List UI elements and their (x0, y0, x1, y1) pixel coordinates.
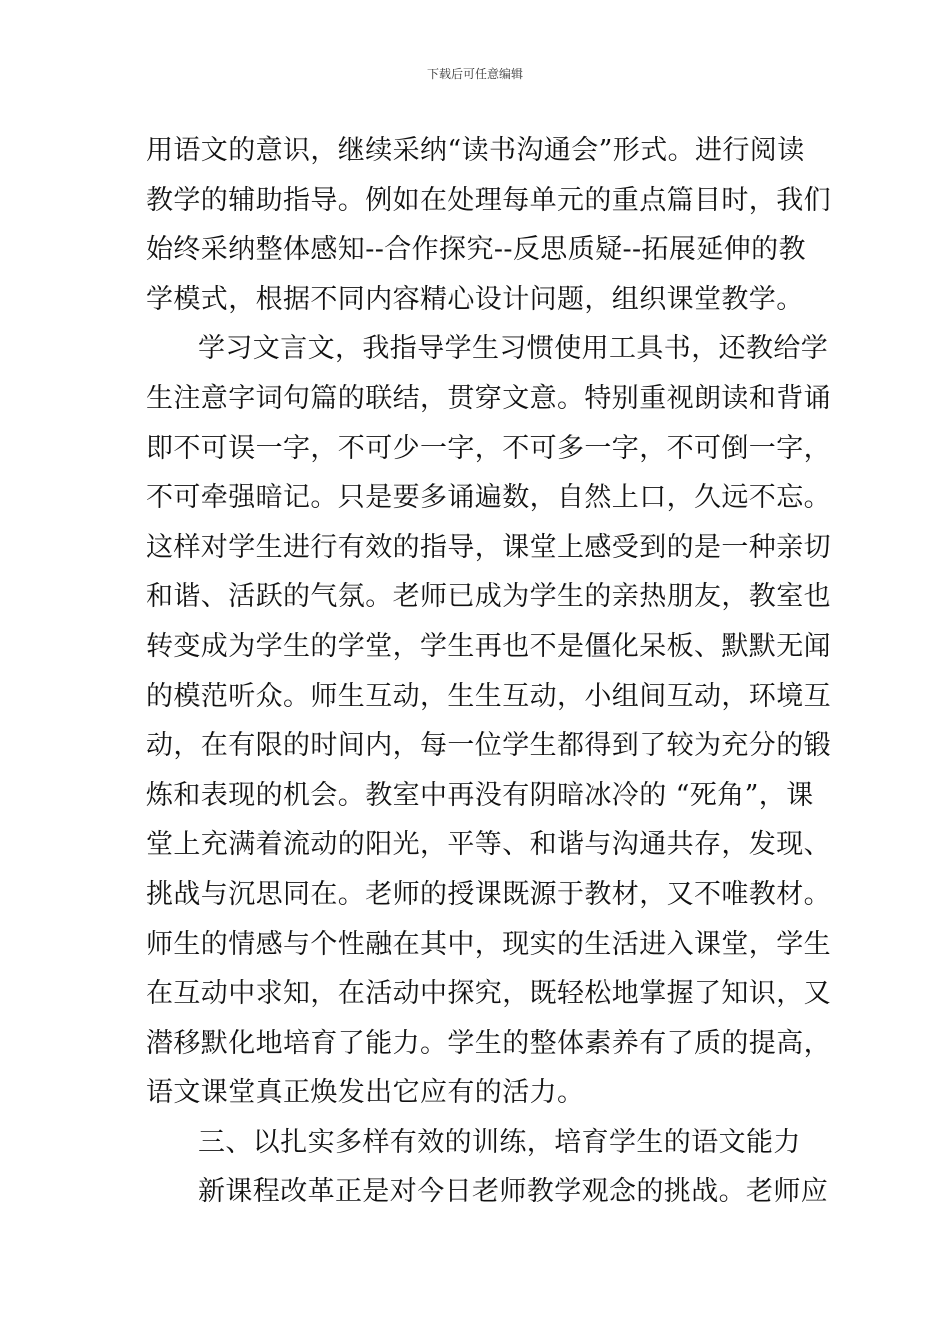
text-line: 转变成为学生的学堂，学生再也不是僵化呆板、默默无闻 (146, 630, 831, 662)
text-line: 学模式，根据不同内容精心设计问题，组织课堂教学。 (146, 283, 804, 315)
text-line: 师生的情感与个性融在其中，现实的生活进入课堂，学生 (146, 928, 831, 960)
text-line: 这样对学生进行有效的指导，课堂上感受到的是一种亲切 (146, 531, 831, 563)
document-body (146, 126, 831, 1217)
text-line: 的模范听众。师生互动，生生互动，小组间互动，环境互 (146, 680, 831, 712)
text-line: 炼和表现的机会。教室中再没有阴暗冰冷的 “死角”，课 (146, 779, 814, 811)
paragraph-start-line: 新课程改革正是对今日老师教学观念的挑战。老师应 (198, 1176, 829, 1208)
text-line: 挑战与沉思同在。老师的授课既源于教材，又不唯教材。 (146, 878, 831, 910)
section-heading: 三、以扎实多样有效的训练，培育学生的语文能力 (198, 1126, 801, 1158)
text-line: 语文课堂真正焕发出它应有的活力。 (146, 1077, 585, 1109)
text-line: 不可牵强暗记。只是要多诵遍数，自然上口，久远不忘。 (146, 482, 831, 514)
text-line: 用语文的意识，继续采纳“读书沟通会”形式。进行阅读 (146, 135, 805, 166)
text-line: 教学的辅助指导。例如在处理每单元的重点篇目时，我们 (146, 184, 831, 216)
text-line: 堂上充满着流动的阳光，平等、和谐与沟通共存，发现、 (146, 829, 831, 861)
text-line: 和谐、活跃的气氛。老师已成为学生的亲热朋友，教室也 (146, 581, 831, 613)
paragraph-start-line: 学习文言文，我指导学生习惯使用工具书，还教给学 (198, 333, 829, 365)
text-line: 生注意字词句篇的联结，贯穿文意。特别重视朗读和背诵 (146, 382, 831, 414)
text-line: 潜移默化地培育了能力。学生的整体素养有了质的提高， (146, 1027, 831, 1059)
text-line: 动，在有限的时间内，每一位学生都得到了较为充分的锻 (146, 730, 831, 762)
page-header: 下载后可任意编辑 (426, 67, 523, 81)
text-line: 始终采纳整体感知--合作探究--反思质疑--拓展延伸的教 (146, 234, 806, 266)
text-line: 即不可误一字，不可少一字，不可多一字，不可倒一字， (146, 432, 831, 464)
text-line: 在互动中求知，在活动中探究，既轻松地掌握了知识，又 (146, 978, 831, 1010)
